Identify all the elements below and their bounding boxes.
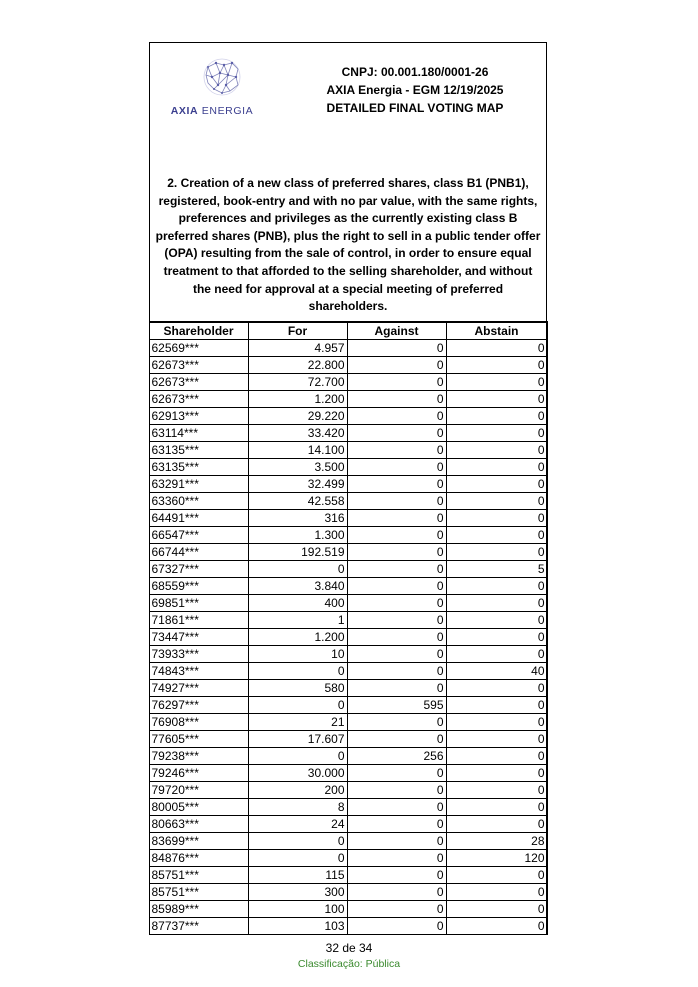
document-header [150, 43, 546, 138]
for-cell: 300 [248, 884, 347, 901]
for-cell: 580 [248, 680, 347, 697]
abstain-cell: 120 [446, 850, 547, 867]
abstain-cell: 0 [446, 493, 547, 510]
shareholder-cell: 76297*** [149, 697, 248, 714]
shareholder-cell: 62673*** [149, 374, 248, 391]
for-cell: 1.200 [248, 629, 347, 646]
abstain-cell: 0 [446, 408, 547, 425]
table-row [149, 731, 547, 748]
for-cell: 316 [248, 510, 347, 527]
against-cell: 0 [347, 918, 446, 935]
shareholder-cell: 79720*** [149, 782, 248, 799]
table-row [149, 680, 547, 697]
abstain-cell: 0 [446, 578, 547, 595]
for-cell: 42.558 [248, 493, 347, 510]
abstain-cell: 0 [446, 714, 547, 731]
shareholder-cell: 63114*** [149, 425, 248, 442]
against-cell: 0 [347, 612, 446, 629]
shareholder-cell: 62673*** [149, 391, 248, 408]
against-cell: 256 [347, 748, 446, 765]
against-cell: 0 [347, 680, 446, 697]
table-row [149, 612, 547, 629]
for-cell: 3.840 [248, 578, 347, 595]
abstain-cell: 0 [446, 748, 547, 765]
shareholder-cell: 80005*** [149, 799, 248, 816]
table-row [149, 578, 547, 595]
for-cell: 192.519 [248, 544, 347, 561]
against-cell: 595 [347, 697, 446, 714]
for-cell: 10 [248, 646, 347, 663]
table-row [149, 918, 547, 935]
table-row [149, 425, 547, 442]
abstain-cell: 0 [446, 357, 547, 374]
column-header-abstain: Abstain [446, 322, 547, 340]
table-row [149, 459, 547, 476]
against-cell: 0 [347, 850, 446, 867]
against-cell: 0 [347, 578, 446, 595]
table-row [149, 782, 547, 799]
abstain-cell: 0 [446, 459, 547, 476]
against-cell: 0 [347, 595, 446, 612]
page-number: 32 de 34 [325, 941, 373, 955]
globe-icon [162, 53, 262, 103]
against-cell: 0 [347, 714, 446, 731]
table-row [149, 391, 547, 408]
shareholder-cell: 67327*** [149, 561, 248, 578]
shareholder-cell: 66547*** [149, 527, 248, 544]
for-cell: 200 [248, 782, 347, 799]
against-cell: 0 [347, 731, 446, 748]
shareholder-cell: 69851*** [149, 595, 248, 612]
against-cell: 0 [347, 442, 446, 459]
against-cell: 0 [347, 816, 446, 833]
shareholder-cell: 85751*** [149, 867, 248, 884]
abstain-cell: 0 [446, 527, 547, 544]
table-row [149, 476, 547, 493]
abstain-cell: 0 [446, 901, 547, 918]
abstain-cell: 5 [446, 561, 547, 578]
table-row [149, 493, 547, 510]
for-cell: 29.220 [248, 408, 347, 425]
against-cell: 0 [347, 663, 446, 680]
against-cell: 0 [347, 374, 446, 391]
for-cell: 0 [248, 663, 347, 680]
logo-wordmark [162, 105, 262, 117]
for-cell: 8 [248, 799, 347, 816]
against-cell: 0 [347, 459, 446, 476]
table-row [149, 374, 547, 391]
shareholder-cell: 85751*** [149, 884, 248, 901]
logo-wordmark-light: ENERGIA [201, 105, 254, 117]
table-row [149, 850, 547, 867]
for-cell: 30.000 [248, 765, 347, 782]
for-cell: 22.800 [248, 357, 347, 374]
abstain-cell: 0 [446, 816, 547, 833]
table-row [149, 510, 547, 527]
shareholder-cell: 76908*** [149, 714, 248, 731]
abstain-cell: 0 [446, 442, 547, 459]
against-cell: 0 [347, 527, 446, 544]
table-body [149, 340, 547, 935]
against-cell: 0 [347, 646, 446, 663]
column-header-for: For [248, 322, 347, 340]
abstain-cell: 0 [446, 374, 547, 391]
abstain-cell: 0 [446, 340, 547, 357]
abstain-cell: 0 [446, 612, 547, 629]
against-cell: 0 [347, 476, 446, 493]
table-row [149, 646, 547, 663]
cnpj-line: CNPJ: 00.001.180/0001-26 [341, 65, 489, 79]
shareholder-cell: 62913*** [149, 408, 248, 425]
table-row [149, 629, 547, 646]
against-cell: 0 [347, 782, 446, 799]
table-row [149, 901, 547, 918]
shareholder-cell: 83699*** [149, 833, 248, 850]
shareholder-cell: 62673*** [149, 357, 248, 374]
table-row [149, 765, 547, 782]
for-cell: 0 [248, 561, 347, 578]
against-cell: 0 [347, 867, 446, 884]
against-cell: 0 [347, 765, 446, 782]
shareholder-cell: 77605*** [149, 731, 248, 748]
header-info [295, 63, 535, 117]
against-cell: 0 [347, 561, 446, 578]
classification-label: Classificação: Pública [297, 958, 401, 970]
against-cell: 0 [347, 629, 446, 646]
for-cell: 0 [248, 697, 347, 714]
resolution-text: 2. Creation of a new class of preferred shares, class B1 (PNB1), registered, book-entry and with no par value, with the same rights, preferences and privileges as the currently existing class B preferred shares (PNB), plus the right to sell in a public tender offer (OPA) resulting from the sale of control, in order to ensure equal treatment to that afforded to the selling shareholder, and without the need for approval at a special meeting of preferred shareholders. [155, 176, 541, 314]
table-row [149, 663, 547, 680]
against-cell: 0 [347, 408, 446, 425]
against-cell: 0 [347, 493, 446, 510]
abstain-cell: 0 [446, 884, 547, 901]
for-cell: 33.420 [248, 425, 347, 442]
abstain-cell: 0 [446, 425, 547, 442]
table-row [149, 867, 547, 884]
shareholder-cell: 84876*** [149, 850, 248, 867]
for-cell: 14.100 [248, 442, 347, 459]
abstain-cell: 0 [446, 782, 547, 799]
shareholder-cell: 87737*** [149, 918, 248, 935]
abstain-cell: 0 [446, 646, 547, 663]
column-header-shareholder: Shareholder [149, 322, 248, 340]
abstain-cell: 40 [446, 663, 547, 680]
for-cell: 0 [248, 850, 347, 867]
for-cell: 0 [248, 833, 347, 850]
table-row [149, 799, 547, 816]
against-cell: 0 [347, 510, 446, 527]
table-row [149, 714, 547, 731]
table-row [149, 408, 547, 425]
document-page [149, 42, 547, 935]
against-cell: 0 [347, 340, 446, 357]
table-row [149, 816, 547, 833]
abstain-cell: 0 [446, 799, 547, 816]
abstain-cell: 0 [446, 544, 547, 561]
for-cell: 100 [248, 901, 347, 918]
abstain-cell: 0 [446, 476, 547, 493]
abstain-cell: 0 [446, 680, 547, 697]
table-row [149, 833, 547, 850]
table-header-row [149, 322, 547, 340]
against-cell: 0 [347, 884, 446, 901]
for-cell: 400 [248, 595, 347, 612]
shareholder-cell: 63291*** [149, 476, 248, 493]
shareholder-cell: 63135*** [149, 442, 248, 459]
abstain-cell: 0 [446, 629, 547, 646]
shareholder-cell: 73933*** [149, 646, 248, 663]
for-cell: 3.500 [248, 459, 347, 476]
for-cell: 103 [248, 918, 347, 935]
table-row [149, 357, 547, 374]
shareholder-cell: 79246*** [149, 765, 248, 782]
table-row [149, 884, 547, 901]
document-title: DETAILED FINAL VOTING MAP [326, 101, 504, 115]
shareholder-cell: 62569*** [149, 340, 248, 357]
abstain-cell: 0 [446, 697, 547, 714]
table-row [149, 561, 547, 578]
against-cell: 0 [347, 799, 446, 816]
table-row [149, 340, 547, 357]
abstain-cell: 0 [446, 765, 547, 782]
shareholder-cell: 73447*** [149, 629, 248, 646]
table-row [149, 748, 547, 765]
abstain-cell: 0 [446, 867, 547, 884]
for-cell: 1.200 [248, 391, 347, 408]
table-row [149, 697, 547, 714]
against-cell: 0 [347, 544, 446, 561]
for-cell: 32.499 [248, 476, 347, 493]
shareholder-cell: 68559*** [149, 578, 248, 595]
shareholder-cell: 74927*** [149, 680, 248, 697]
abstain-cell: 0 [446, 595, 547, 612]
for-cell: 24 [248, 816, 347, 833]
for-cell: 72.700 [248, 374, 347, 391]
against-cell: 0 [347, 357, 446, 374]
for-cell: 21 [248, 714, 347, 731]
shareholder-cell: 71861*** [149, 612, 248, 629]
meeting-line: AXIA Energia - EGM 12/19/2025 [326, 83, 504, 97]
shareholder-cell: 85989*** [149, 901, 248, 918]
abstain-cell: 0 [446, 510, 547, 527]
against-cell: 0 [347, 391, 446, 408]
logo-wordmark-bold: AXIA [170, 105, 199, 117]
shareholder-cell: 66744*** [149, 544, 248, 561]
for-cell: 17.607 [248, 731, 347, 748]
shareholder-cell: 74843*** [149, 663, 248, 680]
against-cell: 0 [347, 833, 446, 850]
company-logo [162, 53, 262, 123]
abstain-cell: 0 [446, 918, 547, 935]
abstain-cell: 28 [446, 833, 547, 850]
table-row [149, 544, 547, 561]
against-cell: 0 [347, 901, 446, 918]
abstain-cell: 0 [446, 731, 547, 748]
for-cell: 4.957 [248, 340, 347, 357]
column-header-against: Against [347, 322, 446, 340]
shareholder-cell: 79238*** [149, 748, 248, 765]
table-row [149, 442, 547, 459]
for-cell: 115 [248, 867, 347, 884]
for-cell: 1 [248, 612, 347, 629]
shareholder-cell: 64491*** [149, 510, 248, 527]
against-cell: 0 [347, 425, 446, 442]
table-row [149, 595, 547, 612]
for-cell: 0 [248, 748, 347, 765]
shareholder-cell: 63360*** [149, 493, 248, 510]
shareholder-cell: 63135*** [149, 459, 248, 476]
table-row [149, 527, 547, 544]
shareholder-cell: 80663*** [149, 816, 248, 833]
voting-table [149, 321, 548, 935]
abstain-cell: 0 [446, 391, 547, 408]
for-cell: 1.300 [248, 527, 347, 544]
